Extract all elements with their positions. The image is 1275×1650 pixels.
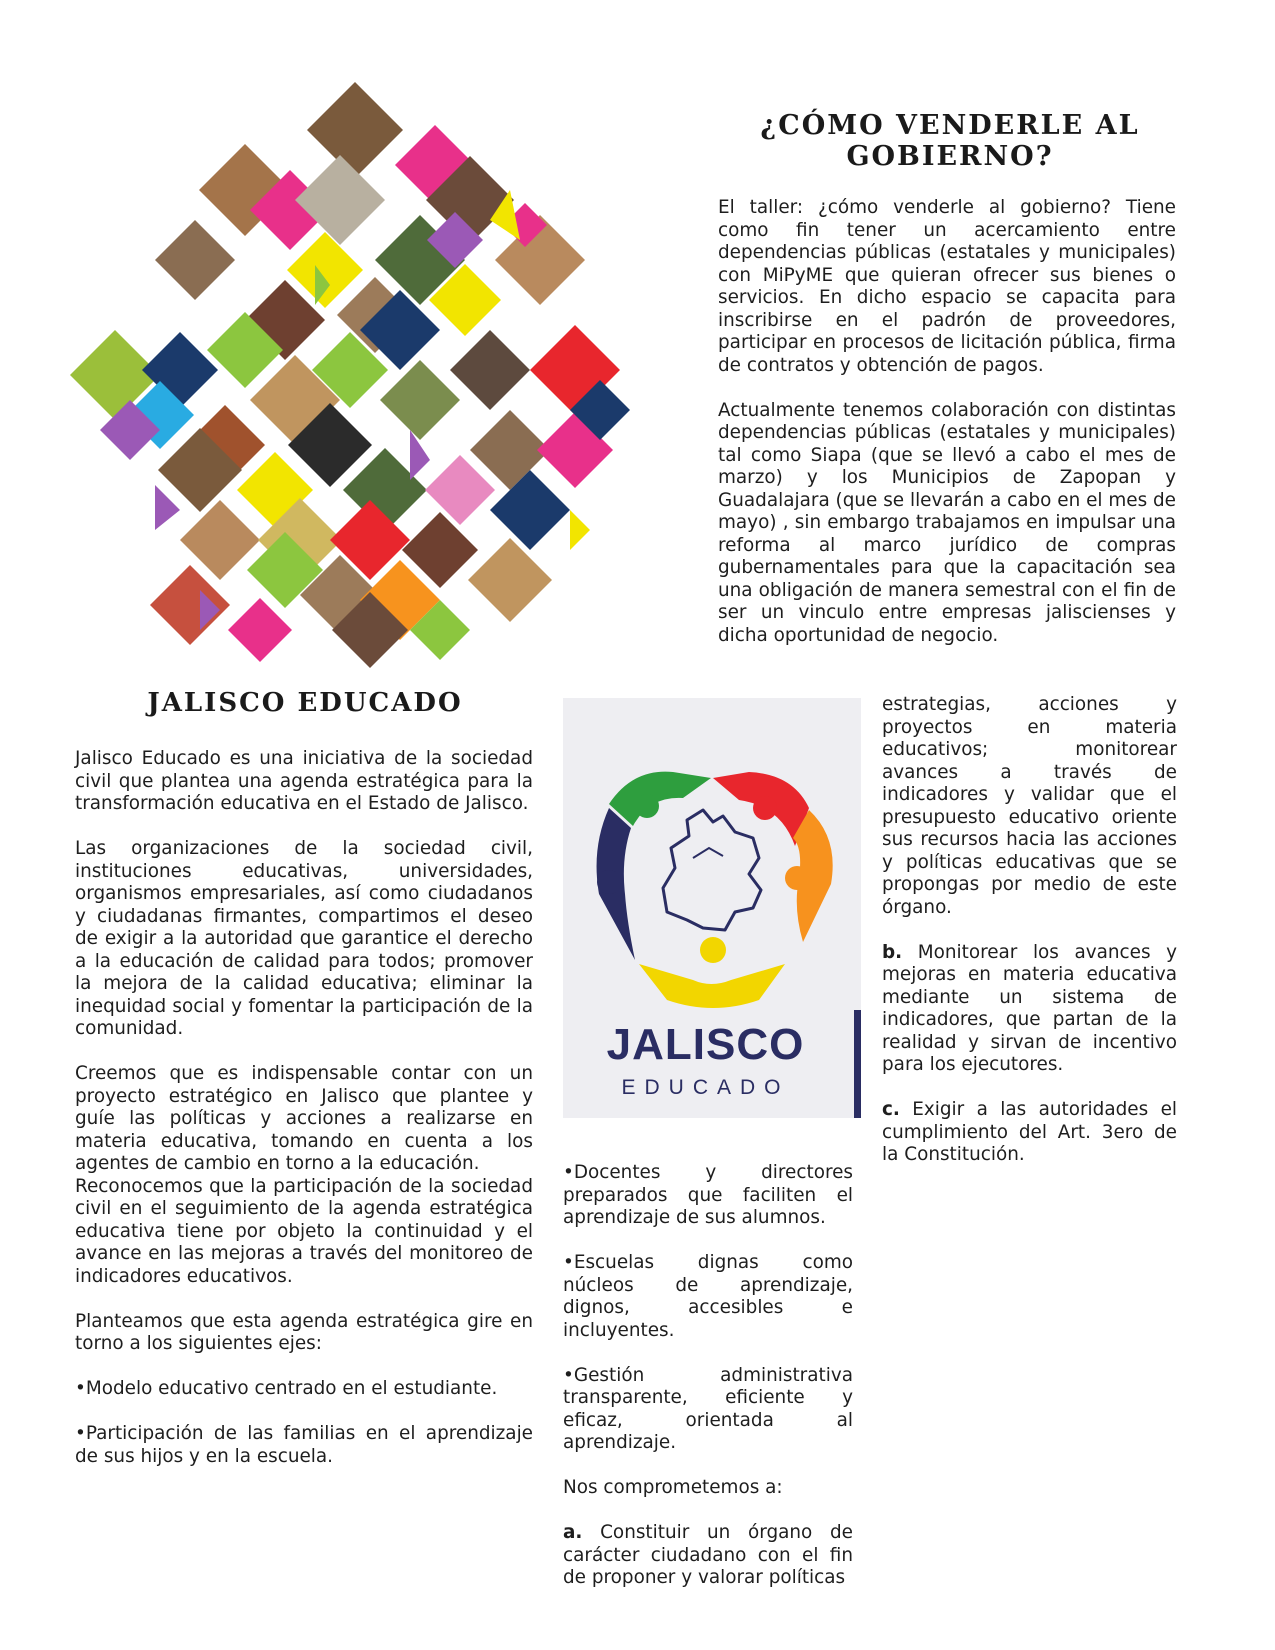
mosaic-diamond	[468, 538, 552, 622]
article-col-1	[75, 748, 533, 1468]
item-c: c. Exigir a las autoridades el cumplimiento del Art. 3ero de la Constitución.	[882, 1099, 1177, 1165]
item-a: a. Constituir un órgano de carácter ciudadano con el fin de proponer y valorar políticas	[563, 1522, 853, 1588]
paragraph: estrategias, acciones y proyectos en materia educativos; monitorear avances a través de indicadores y validar que el presupuesto educativo oriente sus recursos hacia las acciones y políticas educativas que se propongas por medio de este órgano.	[882, 694, 1177, 918]
paragraph: El taller: ¿cómo venderle al gobierno? Tiene como fin tener un acercamiento entre dependencias públicas (estatales y municipales) con MiPyME que quieran ofrecer sus bienes o servicios. En dicho espacio se capacita para inscribirse en el padrón de proveedores, participar en procesos de licitación pública, firma de contratos y obtención de pagos.	[718, 197, 1176, 376]
photo-mosaic	[70, 70, 690, 670]
list-item: •Gestión administrativa transparente, eficiente y eficaz, orientada al aprendizaje.	[563, 1364, 853, 1453]
paragraph: Planteamos que esta agenda estratégica gire en torno a los siguientes ejes:	[75, 1310, 533, 1354]
article-col-3	[882, 694, 1177, 1167]
heading-como-venderle: ¿CÓMO VENDERLE AL GOBIERNO?	[760, 110, 1140, 172]
article-como-venderle	[718, 197, 1176, 647]
mosaic-diamond	[380, 360, 460, 440]
mosaic-diamond	[450, 330, 530, 410]
item-b: b. Monitorear los avances y mejoras en materia educativa mediante un sistema de indicadores, que partan de la realidad y sirvan de incentivo para los ejecutores.	[882, 941, 1177, 1075]
paragraph: Reconocemos que la participación de la sociedad civil en el seguimiento de la agenda estratégica educativa tiene por objeto la continuidad y el avance en las mejoras a través del monitoreo de indicadores educativos.	[75, 1175, 533, 1287]
jalisco-educado-logo	[563, 698, 861, 1118]
list-item: •Modelo educativo centrado en el estudiante.	[75, 1378, 498, 1399]
list-item: •Escuelas dignas como núcleos de aprendizaje, dignos, accesibles e incluyentes.	[563, 1252, 853, 1341]
paragraph: Jalisco Educado es una iniciativa de la sociedad civil que plantea una agenda estratégica para la transformación educativa en el Estado de Jalisco.	[75, 748, 533, 814]
list-item: •Participación de las familias en el aprendizaje de sus hijos y en la escuela.	[75, 1423, 533, 1467]
paragraph: Las organizaciones de la sociedad civil, instituciones educativas, universidades, organismos empresariales, así como ciudadanos y ciudadanas firmantes, compartimos el deseo de exigir a la autoridad que garantice el derecho a la educación de calidad para todos; promover la mejora de la calidad educativa; eliminar la inequidad social y fomentar la participación de la comunidad.	[75, 838, 533, 1039]
logo-word-jalisco: JALISCO	[606, 1020, 805, 1069]
mosaic-triangle	[570, 510, 590, 550]
paragraph: Creemos que es indispensable contar con un proyecto estratégico en Jalisco que plantee y guíe las políticas y acciones a realizarse en materia educativa, tomando en cuenta a los agentes de cambio en torno a la educación.	[75, 1063, 533, 1174]
article-col-2	[563, 1162, 853, 1590]
mosaic-diamond	[307, 82, 403, 178]
mosaic-diamond	[228, 598, 292, 662]
heading-jalisco-educado: JALISCO EDUCADO	[147, 688, 463, 718]
logo-word-educado: EDUCADO	[621, 1076, 790, 1099]
paragraph: Actualmente tenemos colaboración con distintas dependencias públicas (estatales y municipales) tal como Siapa (que se llevó a cabo el mes de marzo) y los Municipios de Zapopan y Guadalajara (que se llevarán a cabo en el mes de mayo) , sin embargo trabajamos en impulsar una reforma al marco jurídico de compras gubernamentales para que la capacitación sea una obligación de manera semestral con el fin de ser un vinculo entre empresas jaliscienses y dicha oportunidad de negocio.	[718, 399, 1176, 646]
mosaic-diamond	[155, 220, 235, 300]
paragraph: Nos comprometemos a:	[563, 1477, 783, 1498]
mosaic-diamond	[425, 455, 495, 525]
mosaic-triangle	[155, 485, 180, 530]
list-item: •Docentes y directores preparados que faciliten el aprendizaje de sus alumnos.	[563, 1162, 853, 1228]
